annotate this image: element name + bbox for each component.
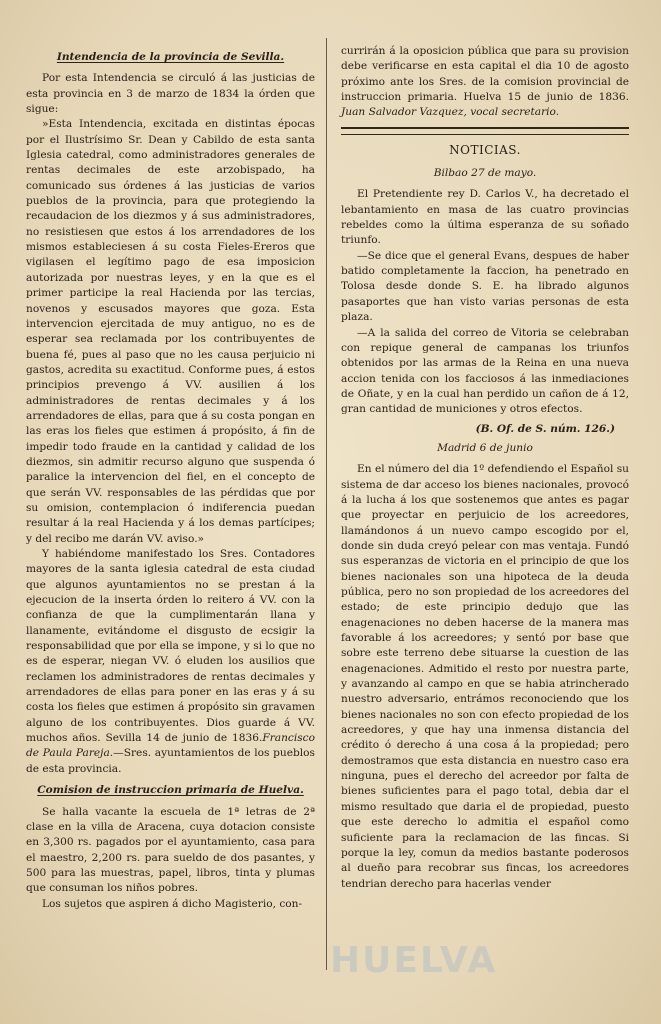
- paragraph-continuation-body: currirán á la oposicion pública que para su provision debe verificarse en esta capital el dia 10 de agosto próximo ante los Sres. de la comision provincial de instruccion primaria. Huelva 15 de junio de 1836.: [341, 45, 629, 104]
- heading-comision-huelva: Comision de instruccion primaria de Huelva.: [37, 784, 304, 797]
- watermark-huelva: HUELVA: [330, 940, 498, 981]
- paragraph-vitoria: —A la salida del correo de Vitoria se celebraban con repique general de campanas los triunfos obtenidos por las armas de la Reina en una nueva accion tenida con los facciosos á las inmediaciones de Oñate, y en la cual han perdido un cañon de á 12, gran cantidad de municiones y otros efectos.: [341, 326, 629, 416]
- right-column: [341, 44, 629, 892]
- left-column: [26, 44, 315, 912]
- section-rule: [341, 127, 629, 135]
- paragraph-reiteration-tail: —Sres. ayuntamientos de los pueblos de esta provincia.: [26, 747, 315, 775]
- column-divider: [326, 38, 327, 970]
- paragraph-espanol-debate: En el número del dia 1º defendiendo el Español su sistema de dar acceso los bienes nacionales, provocó á la lucha á los que sostenemos que antes es pagar que proyectar en perjuicio de los acreedores, llamándonos á un nuevo campo escogido por el, donde sin duda creyó pelear con mas ventaja. Fundó sus esperanzas de victoria en el principio de que los bienes nacionales son una hipoteca de la deuda pública, pero no son propiedad de los acreedores del estado; de este principio dedujo que las enagenaciones no deben hacerse de la manera mas favorable á los acreedores; y sentó por base que sobre este terreno debe situarse la cuestion de las enagenaciones. Admitido el resto por nuestra parte, y avanzando al campo en que se habia atrincherado nuestro adversario, entrámos reconociendo que los bienes nacionales no son con efecto propiedad de los acreedores, y que hay una inmensa distancia del crédito ó derecho á una cosa á la propiedad; pero demostramos que esta distancia en nuestro caso era ninguna, pues el derecho del acreedor por falta de bienes suficientes para el pago total, debia dar el mismo resultado que daria el de propiedad, puesto que este derecho lo admitia el español como suficiente para la reclamacion de las fincas. Si porque la ley, comun da medios bastante poderosos al dueño para recobrar sus fincas, los acreedores tendrian derecho para hacerlas vender: [341, 463, 629, 890]
- paragraph-vacancy: Se halla vacante la escuela de 1ª letras de 2ª clase en la villa de Aracena, cuya dotacion consiste en 3,300 rs. pagados por el ayuntamiento, casa para el maestro, 2,200 rs. para sueldo de dos pasantes, y 500 para las muestras, papel, libros, tinta y plumas que consuman los niños pobres.: [26, 805, 315, 895]
- dateline-bilbao: Bilbao 27 de mayo.: [433, 167, 537, 180]
- paragraph-evans: —Se dice que el general Evans, despues de haber batido completamente la faccion, ha penetrado en Tolosa desde donde S. E. ha librado algunos pasaportes que han visto varias personas de esta plaza.: [341, 249, 629, 324]
- paragraph-aspirants: Los sujetos que aspiren á dicho Magisterio, con-: [42, 897, 303, 910]
- dateline-madrid: Madrid 6 de junio: [437, 441, 533, 454]
- signature-pareja: Francisco de Paula Pareja.: [26, 732, 315, 760]
- paragraph-pretendiente: El Pretendiente rey D. Carlos V., ha decretado el lebantamiento en masa de las cuatro provincias rebeldes como la última esperanza de su soñado triunfo.: [341, 188, 629, 247]
- paragraph-order-text: »Esta Intendencia, excitada en distintas épocas por el Ilustrísimo Sr. Dean y Cabildo de esta santa Iglesia catedral, como administradores generales de rentas decimales de este arzobispado, ha comunicado sus órdenes á las justicias de varios pueblos de la provincia, para que protegiendo la recaudacion de los diezmos y á sus administradores, no resistiesen que estos á los arrendadores de los mismos estableciesen á su costa Fieles-Ereros que vigilasen el legítimo pago de esa imposicion autorizada por nuestras leyes, y en la que es el primer participe la real Hacienda por las tercias, novenos y escusados mayores que goza. Esta intervencion ejercitada de muy antiguo, no es de esperar sea reclamada por los contribuyentes de buena fé, pues al paso que no les causa perjuicio ni gastos, acredita su exactitud. Conforme pues, á estos principios prevengo á VV. ausilien á los administradores de rentas decimales y á los arrendadores de ellas, para que á su costa pongan en las eras los fieles que estimen á propósito, á fin de impedir todo fraude en la cantidad y calidad de los diezmos, sin admitir recurso alguno que suspenda ó paralice la intervencion del fiel, en el concepto de que serán VV. responsables de las pérdidas que por su omision, contemplacion ó indiferencia puedan resultar á la real Hacienda y á los demas partícipes; y del recibo me darán VV. aviso.»: [26, 118, 315, 545]
- paragraph-intro: Por esta Intendencia se circuló á las justicias de esta provincia en 3 de marzo de 1834 la órden que sigue:: [26, 72, 315, 116]
- paragraph-continuation: [341, 44, 629, 121]
- signature-vazquez: Juan Salvador Vazquez, vocal secretario.: [341, 106, 560, 119]
- paragraph-reiteration-body: Y habiéndome manifestado los Sres. Contadores mayores de la santa iglesia catedral de esta ciudad que algunos ayuntamientos no se prestan á la ejecucion de la inserta órden lo reitero á VV. con la confianza de que la cumplimentarán llana y llanamente, evitándome el disgusto de ecsigir la responsabilidad que por ella se impone, y si lo que no es de esperar, niegan VV. ó eluden los ausilios que reclamen los administradores de rentas decimales y arrendadores de ellas para poner en las eras y á su costa los fieles que estimen á propósito sin gravamen alguno de los contribuyentes. Dios guarde á VV. muchos años. Sevilla 14 de junio de 1836.: [26, 548, 315, 745]
- paragraph-reiteration: [26, 547, 315, 777]
- section-title-noticias: NOTICIAS.: [449, 142, 521, 157]
- source-citation: (B. Of. de S. núm. 126.): [475, 422, 615, 435]
- heading-intendencia-sevilla: Intendencia de la provincia de Sevilla.: [56, 51, 285, 63]
